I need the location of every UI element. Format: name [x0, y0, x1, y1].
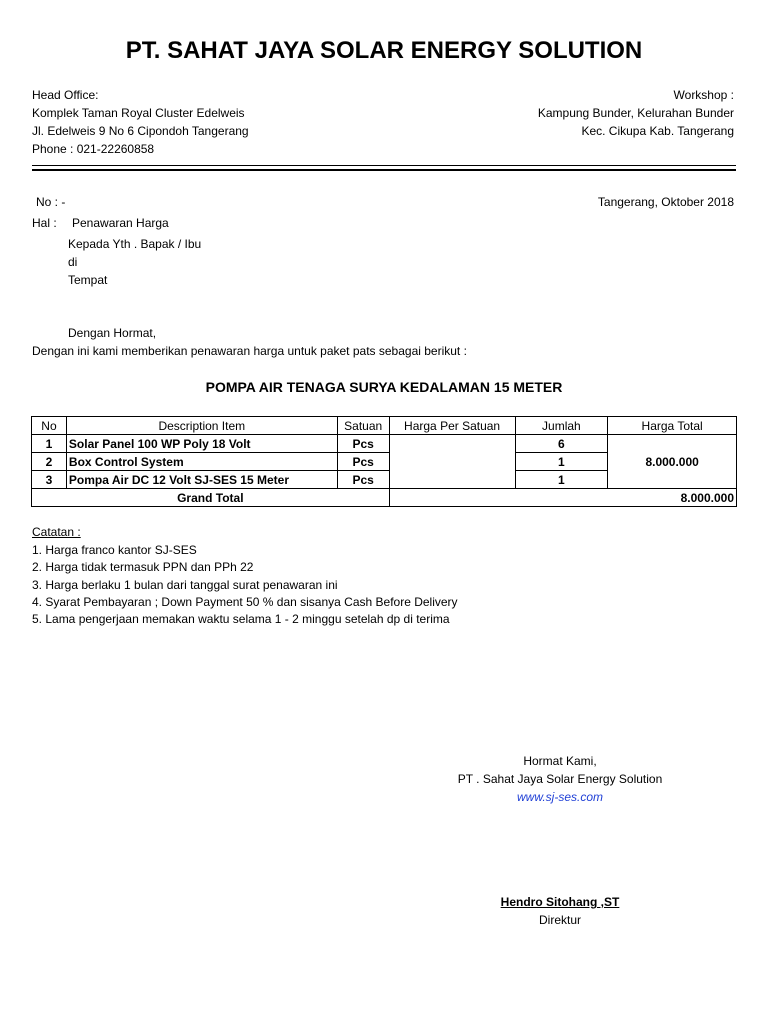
closing-company: PT . Sahat Jaya Solar Energy Solution [457, 772, 663, 786]
note-item: 2. Harga tidak termasuk PPN dan PPh 22 [32, 560, 254, 574]
row-quantity: 1 [515, 471, 608, 489]
note-item: 4. Syarat Pembayaran ; Down Payment 50 % dan sisanya Cash Before Delivery [32, 595, 458, 609]
header-divider-thin [32, 165, 736, 166]
letter-date: Tangerang, Oktober 2018 [597, 195, 734, 209]
column-header: Harga Total [608, 417, 737, 435]
column-header: Harga Per Satuan [389, 417, 515, 435]
row-quantity: 6 [515, 435, 608, 453]
row-quantity: 1 [515, 453, 608, 471]
head-office-address-1: Komplek Taman Royal Cluster Edelweis [32, 106, 245, 120]
column-header: Satuan [337, 417, 389, 435]
signer-title: Direktur [538, 913, 581, 927]
recipient-line-1: Kepada Yth . Bapak / Ibu [68, 237, 202, 251]
note-item: 3. Harga berlaku 1 bulan dari tanggal surat penawaran ini [32, 578, 338, 592]
row-number: 3 [32, 471, 67, 489]
row-number: 1 [32, 435, 67, 453]
greeting: Dengan Hormat, [68, 326, 157, 340]
grand-total-label: Grand Total [32, 489, 390, 507]
price-table [31, 416, 737, 507]
company-title: PT. SAHAT JAYA SOLAR ENERGY SOLUTION [125, 37, 643, 64]
table-row [32, 435, 737, 453]
row-unit: Pcs [337, 453, 389, 471]
subject-label: Hal : [32, 216, 57, 230]
head-office-label: Head Office: [32, 88, 99, 102]
signer-name: Hendro Sitohang ,ST [500, 895, 620, 909]
table-header-row [32, 417, 737, 435]
grand-total-value: 8.000.000 [389, 489, 736, 507]
unit-price-cell [389, 435, 515, 489]
header-divider-thick [32, 169, 736, 171]
grand-total-row [32, 489, 737, 507]
intro-text: Dengan ini kami memberikan penawaran harga untuk paket pats sebagai berikut : [32, 344, 467, 358]
phone-number: Phone : 021-22260858 [32, 142, 155, 156]
row-description: Solar Panel 100 WP Poly 18 Volt [66, 435, 337, 453]
row-description: Pompa Air DC 12 Volt SJ-SES 15 Meter [66, 471, 337, 489]
column-header: Description Item [66, 417, 337, 435]
column-header: Jumlah [515, 417, 608, 435]
column-header: No [32, 417, 67, 435]
offer-title: POMPA AIR TENAGA SURYA KEDALAMAN 15 METER [205, 379, 563, 395]
subject-value: Penawaran Harga [72, 216, 169, 230]
closing-regards: Hormat Kami, [523, 754, 597, 768]
workshop-address-1: Kampung Bunder, Kelurahan Bunder [537, 106, 734, 120]
row-unit: Pcs [337, 471, 389, 489]
note-item: 1. Harga franco kantor SJ-SES [32, 543, 197, 557]
notes-title: Catatan : [32, 525, 81, 539]
workshop-address-2: Kec. Cikupa Kab. Tangerang [581, 124, 734, 138]
total-price-cell: 8.000.000 [608, 435, 737, 489]
workshop-label: Workshop : [673, 88, 734, 102]
row-number: 2 [32, 453, 67, 471]
recipient-line-2: di [68, 255, 78, 269]
note-item: 5. Lama pengerjaan memakan waktu selama 1 - 2 minggu setelah dp di terima [32, 612, 450, 626]
letter-number: No : - [36, 195, 66, 209]
website-link[interactable]: www.sj-ses.com [516, 790, 603, 804]
head-office-address-2: Jl. Edelweis 9 No 6 Cipondoh Tangerang [32, 124, 249, 138]
row-unit: Pcs [337, 435, 389, 453]
row-description: Box Control System [66, 453, 337, 471]
recipient-line-3: Tempat [68, 273, 108, 287]
